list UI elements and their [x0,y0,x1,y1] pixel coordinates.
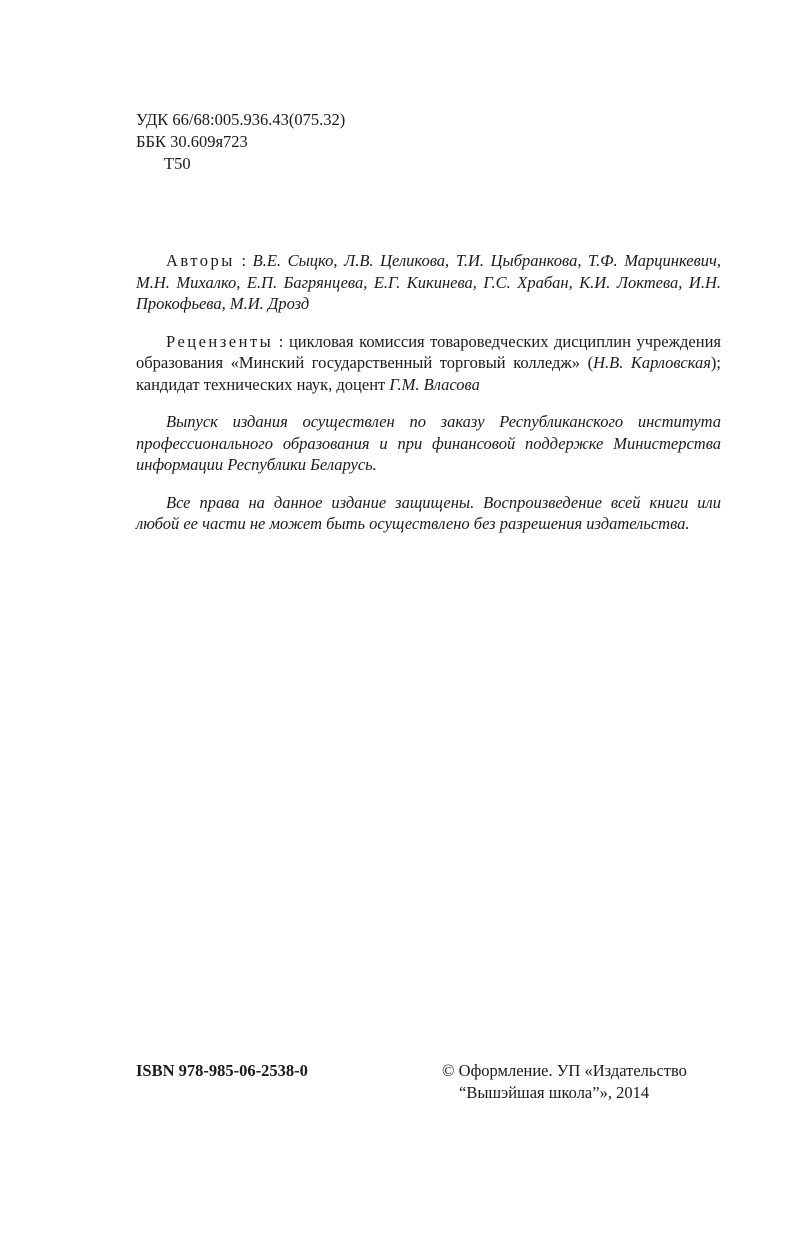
reviewers-label: Рецензенты [166,331,274,351]
bbk-code: ББК 30.609я723 [136,132,248,151]
authors-separator: : [234,251,253,270]
authors-names: В.Е. Сыцко, Л.В. Целикова, Т.И. Цыбранкова, Т.Ф. Марцинкевич, М.Н. Михалко, Е.П. Багрянцева, Е.Г. Кикинева, Г.С. Храбан, К.И. Локтева, И.Н. Прокофьева, М.И. Дрозд [136,251,721,313]
bibliographic-codes [136,109,345,175]
authors-label: Авторы [166,251,235,270]
rights-notice: Все права на данное издание защищены. Воспроизведение всей книги или любой ее части не может быть осуществлено без разрешения издательства. [136,492,721,533]
reviewer-name-2: Г.М. Власова [389,374,480,394]
authors-paragraph [136,250,721,315]
reviewers-separator: : [273,331,289,351]
reviewer-name-1: Н.В. Карловская [593,353,711,372]
imprint-body [136,250,721,551]
copyright-notice [442,1060,687,1104]
reviewers-text-1: цикловая комиссия товароведческих дисциплин учреждения образования «Минский государственный торговый колледж» ( [136,331,722,372]
author-mark-code: Т50 [164,154,191,173]
reviewers-paragraph [136,331,721,396]
copyright-line-2: “Вышэйшая школа”», 2014 [459,1083,650,1102]
funding-notice: Выпуск издания осуществлен по заказу Республиканского института профессионального образования и при финансовой поддержке Министерства информации Республики Беларусь. [136,412,721,474]
reviewers-text-2: ); кандидат технических наук, доцент [136,353,722,394]
udk-code: УДК 66/68:005.936.43(075.32) [136,110,346,129]
copyright-line-1: © Оформление. УП «Издательство [442,1061,687,1080]
isbn: ISBN 978-985-06-2538-0 [136,1061,308,1080]
